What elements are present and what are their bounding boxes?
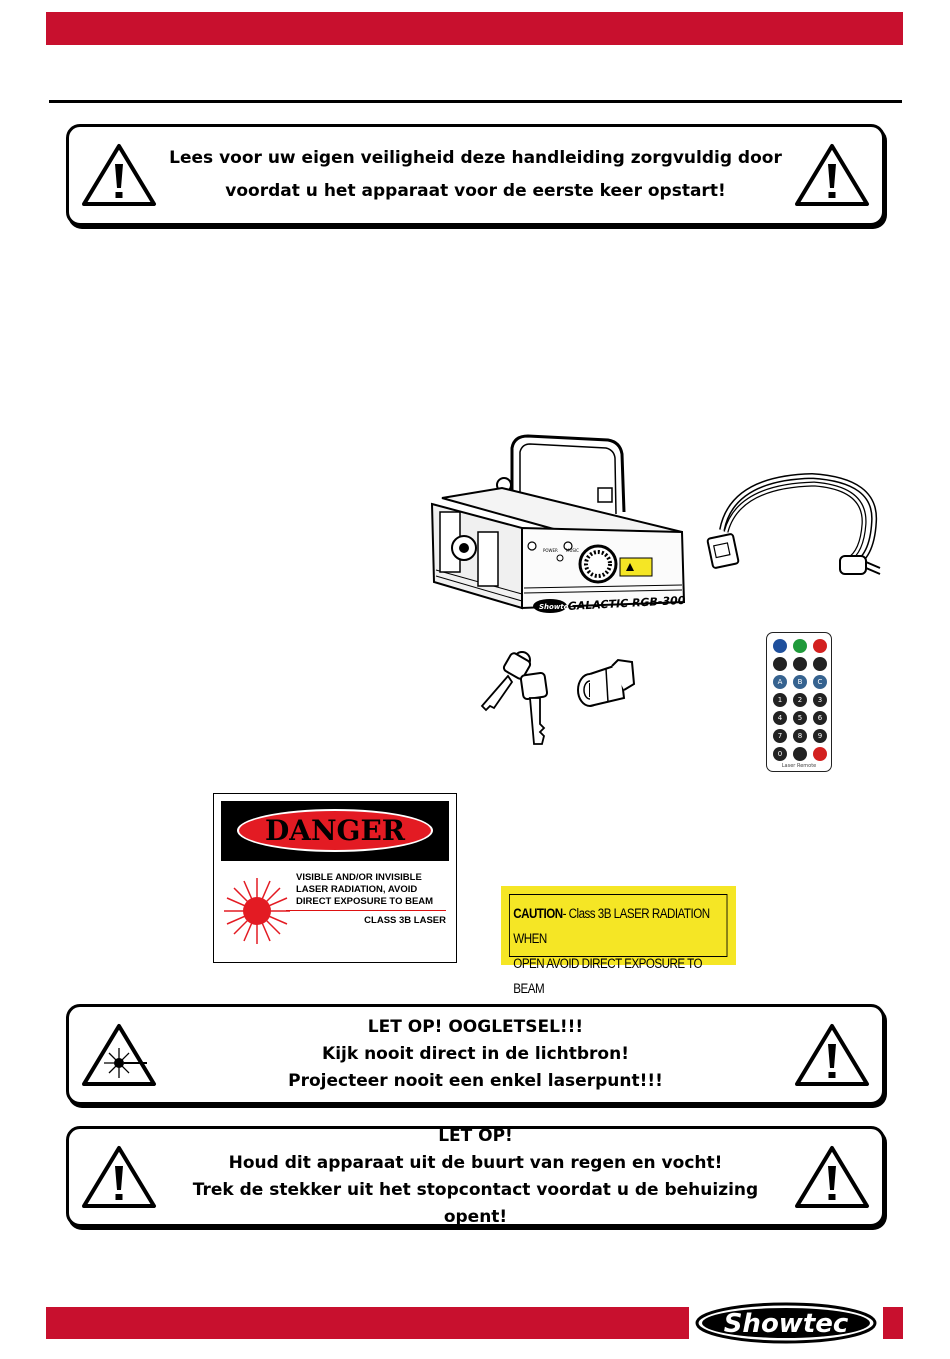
caution-line: OPEN AVOID DIRECT EXPOSURE TO BEAM xyxy=(513,956,703,996)
music-label: MUSIC xyxy=(566,548,579,553)
remote-button: 9 xyxy=(813,729,827,743)
laser-sunburst-icon xyxy=(222,876,292,946)
danger-divider xyxy=(286,910,446,911)
remote-button xyxy=(773,657,787,671)
remote-button: B xyxy=(793,675,807,689)
header-rule xyxy=(49,100,902,103)
warning-line: Projecteer nooit een enkel laserpunt!!! xyxy=(288,1071,663,1091)
danger-header xyxy=(221,801,449,861)
remote-button: 5 xyxy=(793,711,807,725)
eye-injury-warning-box xyxy=(66,1004,885,1105)
remote-button: 2 xyxy=(793,693,807,707)
warning-triangle-icon xyxy=(794,1144,870,1210)
power-cable-illustration xyxy=(702,472,887,582)
remote-button: 6 xyxy=(813,711,827,725)
danger-class: CLASS 3B LASER xyxy=(364,915,446,926)
laser-unit-illustration xyxy=(412,430,702,630)
remote-button: 8 xyxy=(793,729,807,743)
reading-warning-box xyxy=(66,124,885,226)
remote-button xyxy=(813,747,827,761)
warning-triangle-icon xyxy=(794,1022,870,1088)
remote-button: 1 xyxy=(773,693,787,707)
remote-button: A xyxy=(773,675,787,689)
warning-line: LET OP! OOGLETSEL!!! xyxy=(367,1017,584,1037)
remote-button xyxy=(773,639,787,653)
remote-button xyxy=(793,657,807,671)
danger-text-line: DIRECT EXPOSURE TO BEAM xyxy=(296,896,434,907)
danger-description xyxy=(296,872,451,908)
header-red-bar xyxy=(46,12,903,45)
remote-button xyxy=(813,639,827,653)
laser-warning-icon xyxy=(81,1022,157,1088)
warning-line: Houd dit apparaat uit de buurt van regen en vocht! xyxy=(228,1152,723,1173)
danger-label xyxy=(213,793,457,963)
remote-button: 4 xyxy=(773,711,787,725)
caution-text xyxy=(509,894,727,996)
caution-line: - Class 3B LASER RADIATION WHEN xyxy=(513,906,710,946)
remote-button-grid xyxy=(773,639,827,761)
warning-line: Kijk nooit direct in de lichtbron! xyxy=(322,1044,629,1064)
unit-model-name: GALACTIC RGB-300 xyxy=(567,593,686,613)
remote-button: 7 xyxy=(773,729,787,743)
warning-triangle-icon xyxy=(81,1144,157,1210)
keys-illustration xyxy=(472,648,572,748)
remote-button xyxy=(793,747,807,761)
warning-line: LET OP! xyxy=(438,1125,513,1146)
remote-label: Laser Remote xyxy=(781,763,817,769)
remote-button: C xyxy=(813,675,827,689)
unit-brand: Showtec xyxy=(539,603,573,611)
logo-text: Showtec xyxy=(723,1309,849,1339)
danger-text-line: VISIBLE AND/OR INVISIBLE xyxy=(296,872,422,883)
danger-title: DANGER xyxy=(237,809,433,852)
warning-line: Trek de stekker uit het stopcontact voordat u de behuizing opent! xyxy=(192,1179,759,1227)
moisture-warning-box xyxy=(66,1126,885,1227)
danger-text-line: LASER RADIATION, AVOID xyxy=(296,884,418,895)
remote-button xyxy=(813,657,827,671)
warning-line: Lees voor uw eigen veiligheid deze handleiding zorgvuldig door xyxy=(169,148,782,168)
caution-prefix: CAUTION xyxy=(513,906,563,921)
showtec-logo xyxy=(695,1302,878,1344)
remote-button: 3 xyxy=(813,693,827,707)
key-switch-illustration xyxy=(572,654,642,714)
warning-triangle-icon xyxy=(794,142,870,208)
power-label: POWER xyxy=(543,548,558,553)
remote-button: 0 xyxy=(773,747,787,761)
warning-triangle-icon xyxy=(81,142,157,208)
caution-label xyxy=(501,886,736,996)
remote-control xyxy=(766,632,832,772)
warning-line: voordat u het apparaat voor de eerste keer opstart! xyxy=(225,181,726,201)
remote-button xyxy=(793,639,807,653)
